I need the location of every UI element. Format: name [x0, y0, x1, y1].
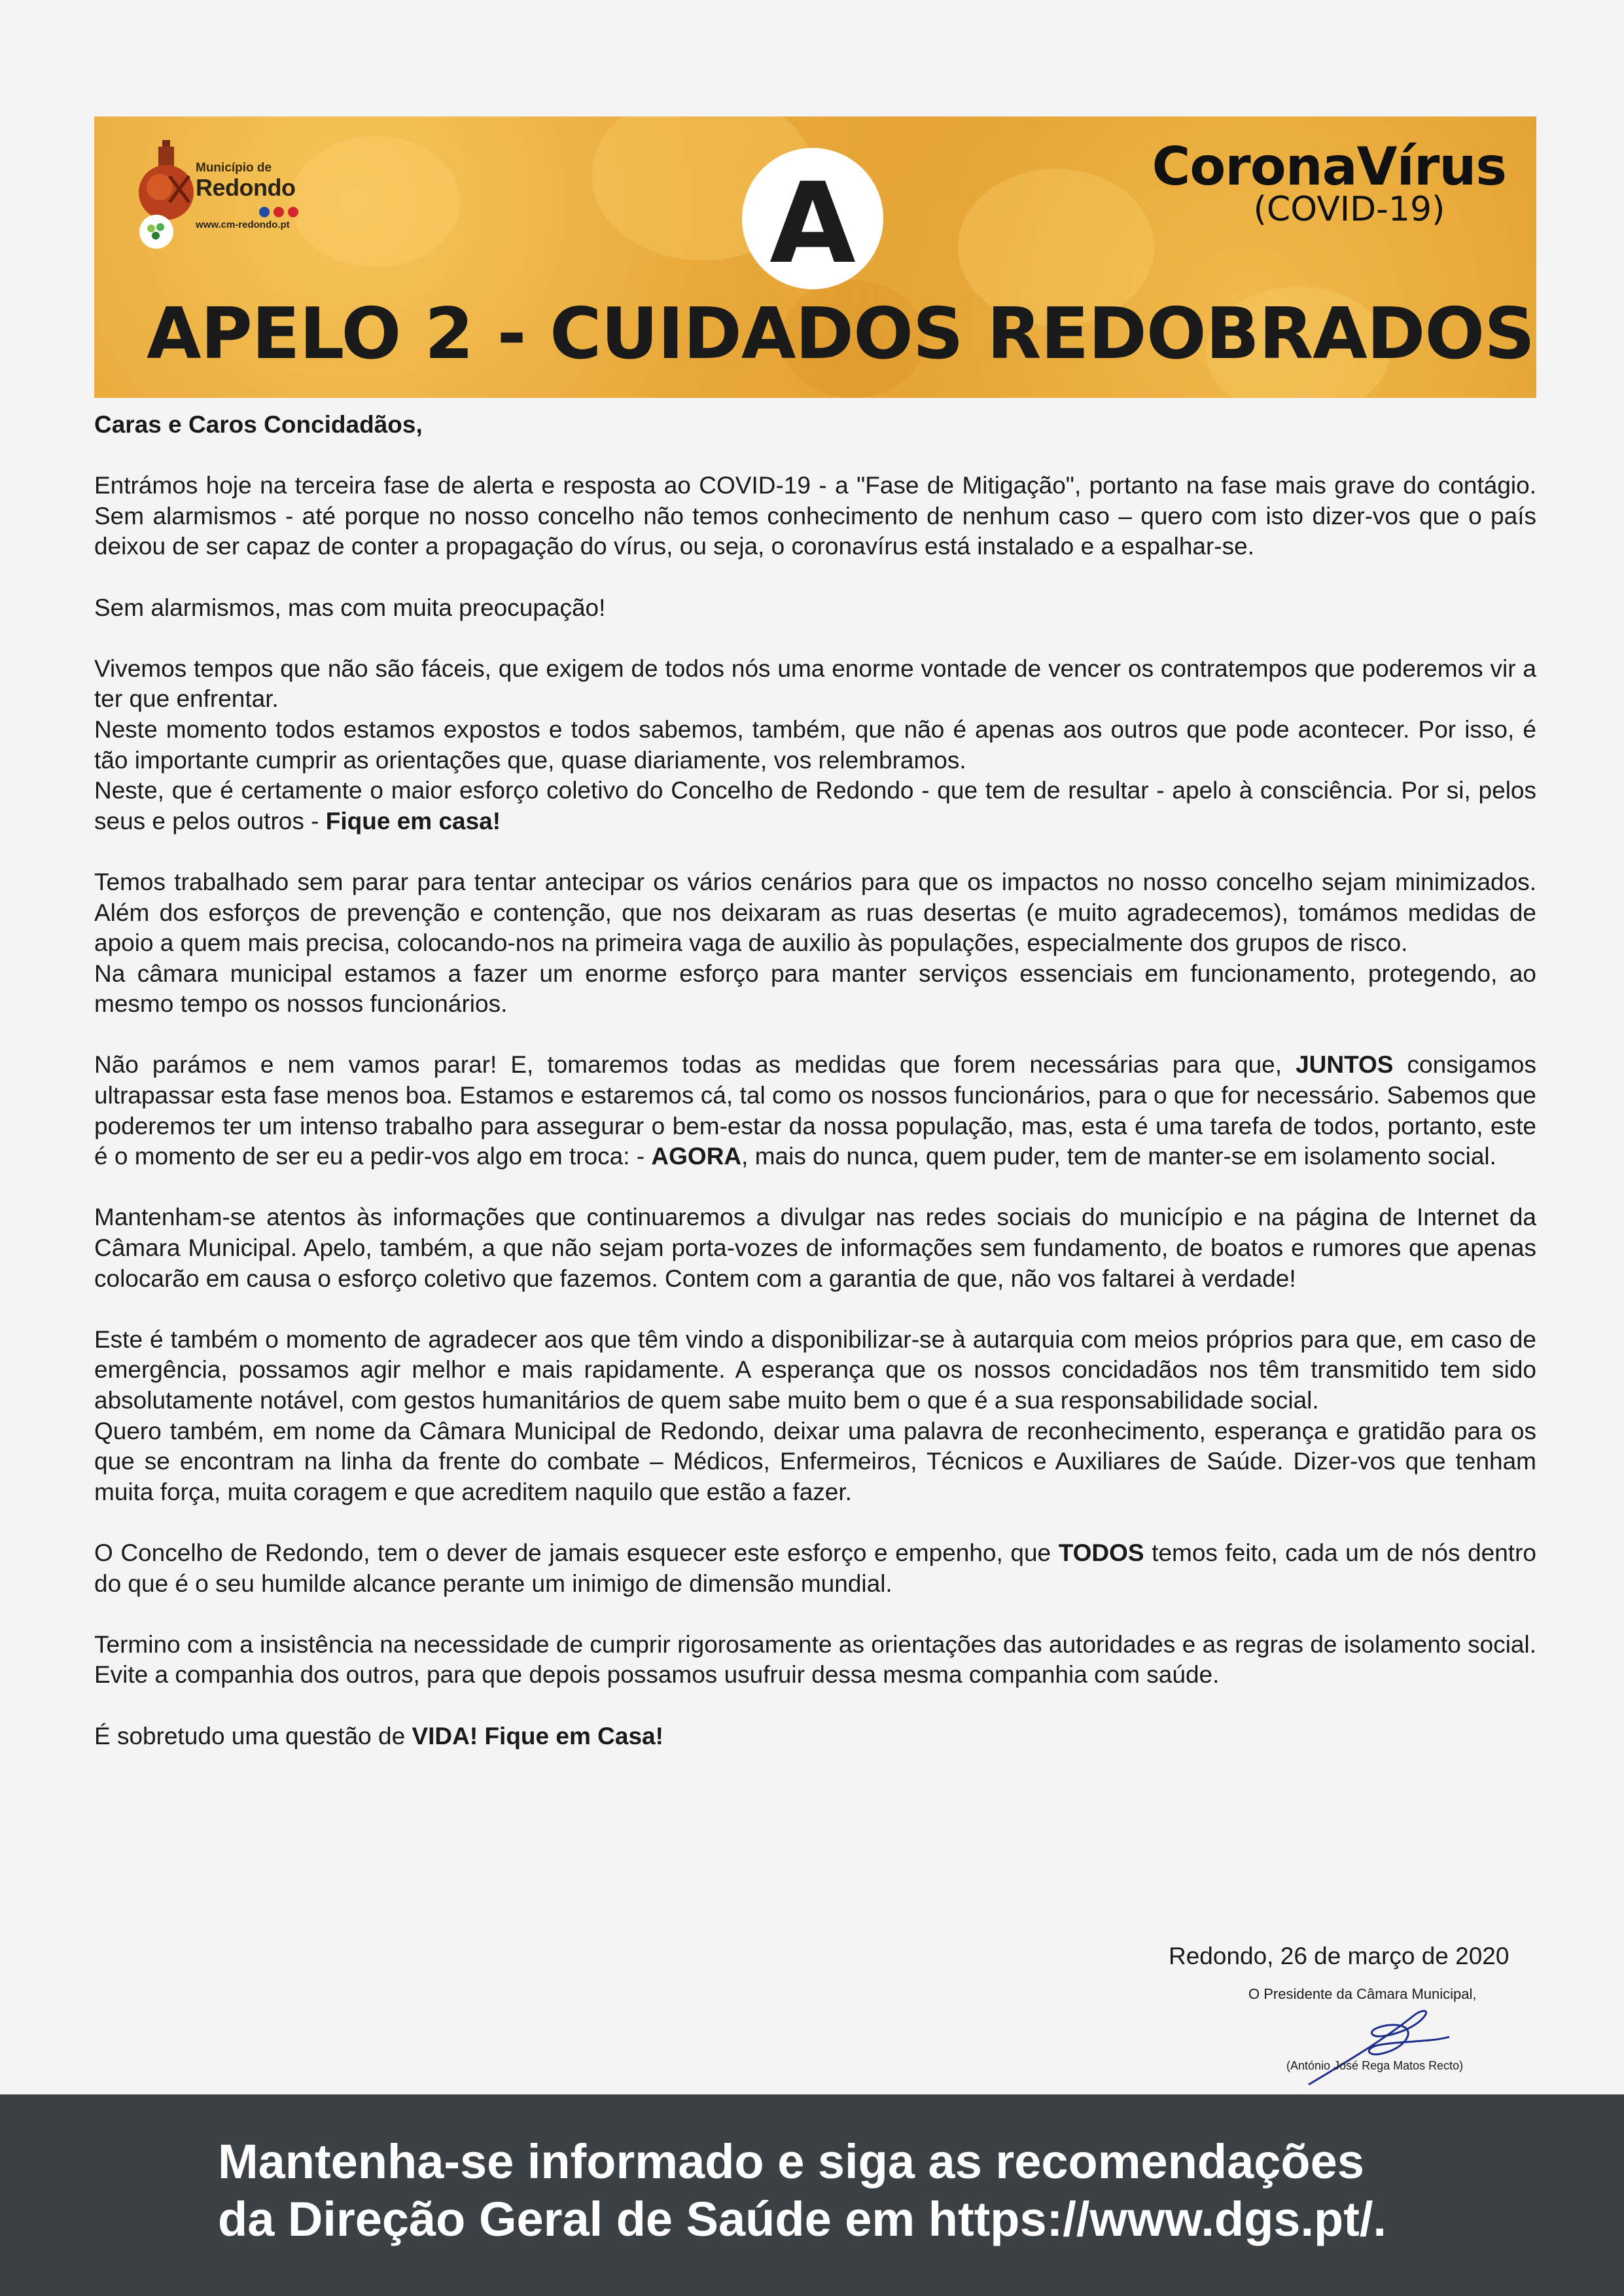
paragraph: Termino com a insistência na necessidade de cumprir rigorosamente as orientações das autoridades e as regras de isolamento social. Evite a companhia dos outros, para que depois possamos usufruir dessa mesma companhia com saúde. — [94, 1630, 1536, 1689]
header-banner — [94, 117, 1536, 398]
footer-line-2: da Direção Geral de Saúde em https://www.dgs.pt/. — [218, 2192, 1386, 2246]
paragraph: Temos trabalhado sem parar para tentar antecipar os vários cenários para que os impactos no nosso concelho sejam minimizados. Além dos esforços de prevenção e contenção, que nos deixaram as ruas desertas (e muito agradecemos), tomámos medidas de apoio a quem mais precisa, colocando-nos na primeira vaga de auxilio às populações, especialmente dos grupos de risco. — [94, 868, 1536, 957]
emphasis: AGORA — [651, 1143, 742, 1170]
google-plus-icon — [288, 207, 298, 217]
municipality-logo — [133, 140, 310, 251]
paragraph: Na câmara municipal estamos a fazer um enorme esforço para manter serviços essenciais em funcionamento, protegendo, ao mesmo tempo os nossos funcionários. — [94, 960, 1536, 1018]
footer-line-1: Mantenha-se informado e siga as recomendações — [218, 2134, 1364, 2189]
paragraph: Sem alarmismos, mas com muita preocupação! — [94, 594, 606, 621]
paragraph: Não parámos e nem vamos parar! E, tomaremos todas as medidas que forem necessárias para que, JUNTOS consigamos ultrapassar esta fase menos boa. Estamos e estaremos cá, tal como os nossos funcionários, para o que for necessário. Sabemos que poderemos ter um intenso trabalho para assegurar o bem-estar da nossa população, mas, esta é uma tarefa de todos, portanto, este é o momento de ser eu a pedir-vos algo em troca: - AGORA, mais do nunca, quem puder, tem de manter-se em isolamento social. — [94, 1051, 1536, 1170]
paragraph: O Concelho de Redondo, tem o dever de jamais esquecer este esforço e empenho, que TODOS temos feito, cada um de nós dentro do que é o seu humilde alcance perante um inimigo de dimensão mundial. — [94, 1539, 1536, 1597]
virus-blob — [291, 136, 461, 267]
paragraph: Quero também, em nome da Câmara Municipal de Redondo, deixar uma palavra de reconhecimento, esperança e gratidão para os que se encontram na linha da frente do combate – Médicos, Enfermeiros, Técnicos e Auxiliares de Saúde. Dizer-vos que tenham muita força, muita coragem e que acreditem naquilo que estão a fazer. — [94, 1417, 1536, 1505]
paragraph: Entrámos hoje na terceira fase de alerta e resposta ao COVID-19 - a "Fase de Mitigação", portanto na fase mais grave do contágio. Sem alarmismos - até porque no nosso concelho não temos conhecimento de nenhum caso – quero com isto dizer-vos que o país deixou de ser capaz de conter a propagação do vírus, ou seja, o coronavírus está instalado e a espalhar-se. — [94, 472, 1536, 560]
emphasis: Fique em casa! — [325, 807, 501, 834]
letter-body — [94, 410, 1536, 1751]
social-icons — [258, 206, 304, 219]
emphasis: JUNTOS — [1296, 1051, 1394, 1079]
signature-name: (António José Rega Matos Recto) — [1286, 2059, 1464, 2072]
banner-title: CoronaVírus — [1152, 136, 1506, 197]
signature-role: O Presidente da Câmara Municipal, — [1248, 1986, 1477, 2002]
banner-headline: APELO 2 - CUIDADOS REDOBRADOS — [147, 293, 1534, 375]
banner-subtitle: (COVID-19) — [1253, 190, 1445, 229]
paragraph: Este é também o momento de agradecer aos que têm vindo a disponibilizar-se à autarquia com meios próprios para que, em caso de emergência, possamos agir melhor e mais rapidamente. A esperança que os nossos concidadãos nos têm transmitido tem sido absolutamente notável, com gestos humanitários de quem sabe muito bem o que é a sua responsabilidade social. — [94, 1325, 1536, 1414]
greeting: Caras e Caros Concidadãos, — [94, 411, 423, 438]
youtube-icon — [274, 207, 284, 217]
tower-emblem-icon — [133, 140, 199, 251]
logo-prefix: Município de — [196, 161, 272, 175]
paragraph: Neste momento todos estamos expostos e todos sabemos, também, que não é apenas aos outros que pode acontecer. Por isso, é tão importante cumprir as orientações que, quase diariamente, vos relembramos. — [94, 715, 1536, 774]
signature-date: Redondo, 26 de março de 2020 — [1169, 1943, 1509, 1969]
paragraph: Vivemos tempos que não são fáceis, que exigem de todos nós uma enorme vontade de vencer os contratempos que poderemos vir a ter que enfrentar. — [94, 655, 1536, 713]
emphasis: TODOS — [1058, 1539, 1144, 1566]
footer-banner — [0, 2094, 1624, 2296]
paragraph: Mantenham-se atentos às informações que continuaremos a divulgar nas redes sociais do município e na página de Internet da Câmara Municipal. Apelo, também, a que não sejam porta-vozes de informações sem fundamento, de boatos e rumores que apenas colocarão em causa o esforço coletivo que fazemos. Contem com a garantia de que, não vos faltarei à verdade! — [94, 1204, 1536, 1292]
appeal-letter-badge — [742, 148, 883, 289]
logo-url: www.cm-redondo.pt — [196, 219, 290, 230]
handwritten-signature-icon — [1302, 2003, 1459, 2088]
appeal-letter: A — [769, 159, 856, 289]
paragraph: É sobretudo uma questão de VIDA! Fique em Casa! — [94, 1722, 663, 1749]
paragraph: Neste, que é certamente o maior esforço coletivo do Concelho de Redondo - que tem de resultar - apelo à consciência. Por si, pelos seus e pelos outros - Fique em casa! — [94, 777, 1536, 834]
facebook-icon — [259, 207, 270, 217]
emphasis: VIDA! Fique em Casa! — [412, 1722, 663, 1749]
logo-name: Redondo — [196, 174, 296, 201]
